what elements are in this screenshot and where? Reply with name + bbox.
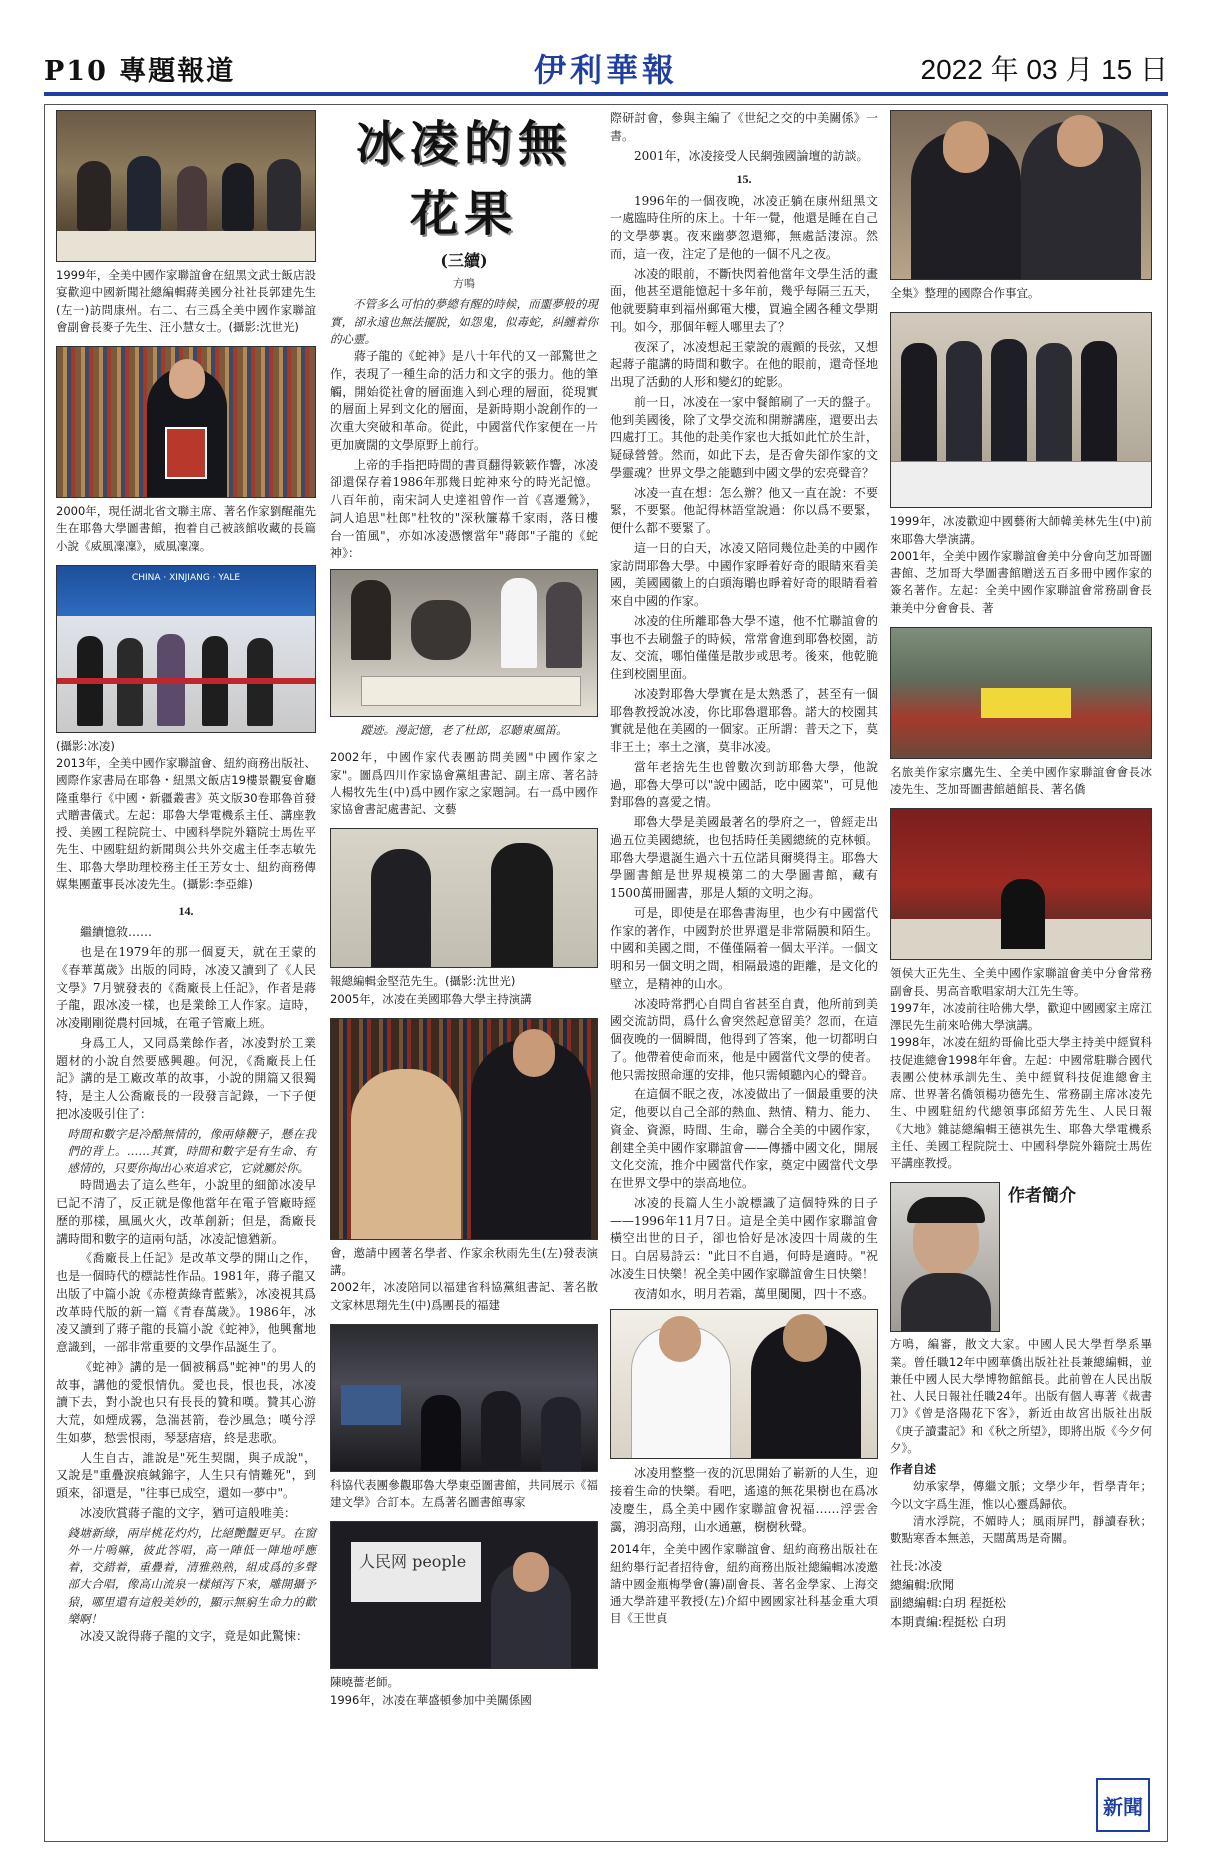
author-intro-heading: 作者簡介	[1008, 1186, 1076, 1207]
body-paragraph: 冰凌一直在想：怎么辦？他又一直在說：不要緊，不要緊。他記得林語堂說過：你以爲不要緊，便什么都不要緊了。	[610, 485, 878, 536]
news-logo-icon	[1096, 1778, 1150, 1832]
column-3	[610, 110, 878, 1638]
photo-book-ceremony: CHINA · XINJIANG · YALE	[56, 565, 316, 733]
body-paragraph: 2001年，冰凌接受人民網強國論壇的訪談。	[634, 148, 869, 163]
body-paragraph: 《蛇神》講的是一個被稱爲"蛇神"的男人的故事，講他的愛恨情仇。愛也長，恨也長，冰凌讀下去，對小說也只有長長的贊和嘆。贊其心游大荒，如煙成霧，急湍甚箭，卷沙風急；嘆兮浮生如夢，愁雲恨雨，琴瑟瘖瘖，終是悲歌。	[56, 1359, 316, 1445]
caption-photo-1: 1999年，全美中國作家聯誼會在紐黑文武士飯店設宴歡迎中國新聞社總編輯蔣美國分社社長郭建先生(左一)訪問康州。右二、右三爲全美中國作家聯誼會副會長麥子先生、汪小慧女士。(攝影:沈世光)	[56, 268, 316, 334]
body-paragraph: 在這個不眠之夜，冰凌做出了一個最重要的決定，他要以自己全部的熱血、熱情、精力、能力、資金、資源，時間、生命，聯合全美的中國作家，創建全美中國作家聯誼會——傳播中國文化，開展文化交流，推介中國當代作家，奠定中國當代文學在世界文學中的崇高地位。	[610, 1087, 878, 1191]
photo-washington-conference: 人民网 people	[330, 1521, 598, 1669]
body-paragraph: 身爲工人，又同爲業餘作者，冰凌對於工業題材的小說自然要感興趣。何況，《喬廠長上任記》講的是工廠改革的故事，小說的開篇又很獨特，是主人公喬廠長的一段發言記錄，一下子便把冰凌吸引住了：	[56, 1035, 316, 1121]
body-paragraph: 也是在1979年的那一個夏天，就在王蒙的《春華萬歲》出版的同時，冰凌又讀到了《人民文學》7月號發表的《喬廠長上任記》，作者是蔣子龍，跟冰凌一樣，也是業餘工人作家。這時，冰凌剛剛從農村回城，在電子管廠上班。	[56, 945, 316, 1031]
body-paragraph: 《喬廠長上任記》是改革文學的開山之作，也是一個時代的標誌性作品。1981年，蔣子龍又出版了中篇小說《赤橙黃綠青藍紫》，冰凌視其爲改革時代版的新一篇《青春萬歲》。1986年，冰凌又讀到了蔣子龍的長篇小說《蛇神》，他興奮地意識到，一部非常重要的文學作品誕生了。	[56, 1251, 316, 1355]
photo-yale-lecture	[330, 828, 598, 968]
poem-line: 蹤迹。漫記憶，老了杜郎，忍聽東風笛。	[360, 723, 568, 738]
photo-han-meilin	[890, 312, 1152, 508]
body-paragraph: 上帝的手指把時間的書頁翻得簌簌作響，冰凌卻還保存着1986年那幾日蛇神來兮的時光記憶。八百年前，南宋詞人史達祖曾作一首《喜遷鶯》，詞人追思"杜郎"杜牧的"深秋簾幕千家雨，落日樓台一笛風"，亦如冰凌憑懷當年"蔣郎"子龍的《蛇神》：	[330, 457, 598, 561]
caption-photo-11: 1999年，冰凌歡迎中國藝術大師韓美林先生(中)前來耶魯大學演講。 2001年，全美中國作家聯誼會美中分會向芝加哥圖書館、芝加哥大學圖書館贈送五百多冊中國作家的簽名著作。左起：全美中國作家聯誼會常務副會長兼美中分會會長、著	[890, 514, 1152, 615]
body-paragraph: 前一日，冰凌在一家中餐館刷了一天的盤子。他到美國後，除了文學交流和開辦講座，還要出去四處打工。其他的赴美作家也大抵如此忙於生計，疑碌營營。然而，如此下去，是否會失卻作家的文學靈魂？世界文學之能聽到中國文學的宏亮聲音？	[610, 394, 878, 480]
photo-library-author	[56, 346, 316, 498]
author-self-heading: 作者自述	[890, 1462, 936, 1476]
quote-block: 錢塘新綠，兩岸桃花灼灼，比絕艷豔更早。在窗外一片鳴嘛，彼此答唱，高一陣低一陣地呼應着，交錯着，重疊着，清雅熟熟，組成爲的多聲部大合唱，像高山流泉一樣傾泻下來，雕開攝予猿，哪里還有這般美妙的，顯示無窮生命力的歡樂啊！	[67, 1525, 316, 1626]
body-paragraph: 際研討會，參與主編了《世紀之交的中美關係》一書。	[610, 111, 878, 143]
caption-photo-7: 科協代表團參觀耶魯大學東亞圖書館，共同展示《福建文學》合訂本。左爲著名圖書館專家	[330, 1477, 598, 1510]
author-self-text: 幼承家學，傳繼文脈；文學少年，哲學青年；今以文字爲生涯，惟以心靈爲歸依。	[890, 1479, 1152, 1511]
author-self-text-2: 清水浮院，不媚時人；風雨屏門，靜讀春秋；數點寒香本無恙，天闊萬馬是奇關。	[890, 1513, 1152, 1545]
body-paragraph: 冰凌欣賞蔣子龍的文字，猶可這般唯美：	[80, 1505, 297, 1520]
caption-photo-10: 全集》整理的國際合作事宜。	[890, 286, 1040, 300]
photo-bingling-portrait	[890, 110, 1152, 280]
photo-yu-qiuyu	[330, 1018, 598, 1240]
body-paragraph: 人生自古，誰說是"死生契闊，與子成說"，又說是"重疊淚痕緘錦字，人生只有情難死"，到頭來，卻還是，"往事已成空，還如一夢中"。	[56, 1450, 316, 1501]
photo-calligraphy	[330, 569, 598, 717]
intro-text: 不管多么可怕的夢總有醒的時候，而噩夢般的現實，卻永遠也無法擺脫，如怨鬼，似毒蛇，糾纏着你的心靈。	[330, 297, 598, 346]
body-paragraph: 冰凌用整整一夜的沉思開始了嶄新的人生，迎接着生命的快樂。看吧，遙遠的無花果樹也在爲冰凌慶生，爲全美中國作家聯誼會祝福……浮雲舍靄，鴻羽高翔，山水通蕙，樹樹秋聲。	[610, 1466, 878, 1534]
body-paragraph: 冰凌的住所離耶魯大學不遠，他不忙聯誼會的事也不去刷盤子的時候，常常會進到耶魯校園，訪友、交流，哪怕僅僅是散步或思考。後來，他乾脆住到校園里面。	[610, 613, 878, 682]
caption-photo-13: 領侯大正先生、全美中國作家聯誼會美中分會常務副會長、男高音歌唱家胡大江先生等。 1997年，冰凌前往哈佛大學，歡迎中國國家主席江澤民先生前來哈佛大學演講。 1998年，冰凌在紐約哥倫比亞大學主持美中經貿科技促進總會1998年年會。左起：中國常駐聯合國代表團公使林承訓先生、美中經貿科技促進總會主席、世界著名僑領楊功德先生、常務副主席冰凌先生、中國駐紐約代總領事邱紹芳先生、人民日報《大地》雜誌總編輯王德祺先生、耶魯大學電機系主任、美國工程院院士、中國科學院外籍院士馬佐平講座教授。	[890, 966, 1152, 1170]
body-paragraph: 耶魯大學是美國最著名的學府之一，曾經走出過五位美國總統，也包括時任美國總統的克林頓。耶魯大學還誕生過六十五位諾貝爾獎得主。耶魯大學圖書館是世界規模第二的大學圖書館，藏有1500萬冊圖書，那是人類的文明之海。	[610, 815, 878, 901]
column-4	[890, 110, 1152, 1632]
column-2	[330, 110, 598, 1719]
section-number-15: 15.	[736, 172, 752, 187]
caption-photo-6: 會，邀請中國著名學者、作家余秋雨先生(左)發表演講。 2002年，冰凌陪同以福建省科協黨組書記、著名散文家林思翔先生(中)爲團長的福建	[330, 1245, 598, 1312]
staff-chief-editor: 總編輯:欣聞	[890, 1577, 955, 1592]
body-paragraph: 冰凌對耶魯大學實在是太熟悉了，甚至有一個耶魯教授說冰凌，你比耶魯還耶魯。諾大的校園其實就是他在美國的一個家。正所謂：普天之下，莫非王土；率土之濱，莫非冰凌。	[610, 686, 878, 755]
article-title-block	[330, 110, 598, 272]
photo-harvard-crowd	[890, 627, 1152, 759]
caption-photo-5: 報總編輯金堅范先生。(攝影:沈世光) 2005年，冰凌在美國耶魯大學主持演講	[330, 974, 532, 1006]
photo-fujian-delegation	[330, 1324, 598, 1472]
caption-photo-9: 2014年，全美中國作家聯誼會、紐約商務出版社在紐約舉行記者招待會，紐約商務出版社總編輯冰凌邀請中國金瓶梅學會(籌)副會長、著名金學家、上海交通大學許建平教授(左)介紹中國國家社科基金重大項目《王世貞	[610, 1542, 878, 1626]
photo-trade-conference	[890, 808, 1152, 960]
column-1	[56, 110, 316, 1648]
photo-banquet	[56, 110, 316, 262]
staff-president: 社長:冰凌	[890, 1559, 943, 1574]
body-paragraph: 1996年的一個夜晚，冰凌正躺在康州紐黑文一處臨時住所的床上。十年一覺，他還是睡在自己的文學夢裏。夜來幽夢忽還鄉，無處話淒涼。然而，這一夜，注定了是他的一個不凡之夜。	[610, 193, 878, 261]
quote-block: 時間和數字是冷酷無情的，像兩條鞭子，懸在我們的背上。……其實，時間和數字是有生命、有感情的，只要你掏出心來追求它，它就屬於你。	[67, 1126, 316, 1176]
body-paragraph: 夜清如水，明月若霜，萬里闃闃，四十不惑。	[634, 1286, 875, 1301]
article-subtitle: (三續)	[440, 251, 488, 271]
author-profile	[890, 1182, 1152, 1332]
section-number-14: 14.	[178, 904, 194, 918]
body-paragraph: 當年老捨先生也曾數次到訪耶魯大學，他說過，耶魯大學可以"說中國話，吃中國菜"，可見他對耶魯的喜愛之情。	[610, 759, 878, 810]
article-title: 冰凌的無花果	[355, 116, 572, 242]
photo-handshake	[610, 1309, 878, 1459]
news-logo-text: 新聞	[1103, 1794, 1143, 1819]
body-paragraph: 繼續憶敘……	[80, 925, 153, 940]
body-paragraph: 夜深了，冰凌想起王蒙說的震顫的長弦，又想起蔣子龍講的時間和數字。在他的眼前，還奇怪地出現了活動的人形和變幻的蛇影。	[610, 339, 878, 390]
body-paragraph: 蔣子龍的《蛇神》是八十年代的又一部驚世之作，表現了一種生命的活力和文字的張力。他的筆觸，開始從社會的層面進入到心理的層面，從現實的層面上昇到文化的層面，是新時期小說創作的一次重大突破和革命。從此，中國當代作家便在一片更加廣闊的文學原野上前行。	[330, 349, 598, 452]
body-paragraph: 冰凌又說得蔣子龍的文字，竟是如此驚悚：	[80, 1629, 309, 1644]
caption-photo-2: 2000年，現任湖北省文聯主席、著名作家劉醒龍先生在耶魯大學圖書館，抱着自己被該館收藏的長篇小說《威風凜凜》，威風凜凜。	[56, 504, 316, 553]
author-intro-text: 方鳴，編審，散文大家。中國人民大學哲學系畢業。曾任職12年中國華僑出版社社長兼總編輯，並兼任中國人民大學博物館館長。此前曾在人民出版社、人民日報社任職24年。出版有個人專著《裁書刀》《曾是洛陽花下客》，新近由故宮出版社出版《庚子讀畫記》和《秋之所望》，即將出版《今夕何夕》。	[890, 1337, 1152, 1455]
body-paragraph: 這一日的白天，冰凌又陪同幾位赴美的中國作家訪問耶魯大學。中國作家睜着好奇的眼睛來看美國，美國國徽上的白頭海鵰也睜着好奇的眼睛看着來自中國的作家。	[610, 540, 878, 609]
caption-photo-3: (攝影:冰凌) 2013年，全美中國作家聯誼會、紐約商務出版社、國際作家書局在耶魯・紐黑文飯店19樓景觀宴會廳隆重舉行《中國・新疆叢書》英文版30卷耶魯首發式贈書儀式。左起：耶魯大學電機系主任、講座教授、美國工程院院士、中國科學院外籍院士馬佐平先生、中國駐紐約新聞與公共外交處主任李志敏先生、耶魯大學助理校務主任王芳女士、紐約商務傳媒集團董事長冰凌先生。(攝影:李亞維)	[56, 738, 316, 891]
body-paragraph: 冰凌的長篇人生小說標識了這個特殊的日子——1996年11月7日。這是全美中國作家聯誼會橫空出世的日子，卻也恰好是冰凌四十周歲的生日。白居易詩云："此日不自過，何時是適時。"祝冰凌生日快樂！祝全美中國作家聯誼會生日快樂！	[610, 1195, 878, 1281]
body-paragraph: 可是，即使是在耶魯書海里，也少有中國當代作家的著作，中國對於世界還是非常隔膜和陌生。中國和美國之間，不僅僅隔着一個太平洋。一個文明和另一個文明之間，相隔最遠的距離，是文化的壁立，是精神的山水。	[610, 905, 878, 991]
masthead	[44, 44, 1168, 96]
caption-photo-8: 陳曉薔老師。 1996年，冰凌在華盛頓參加中美關係國	[330, 1675, 532, 1707]
staff-issue-editors: 本期責編:程挺松 白玥	[890, 1615, 1006, 1630]
body-paragraph: 時間過去了這么些年，小說里的細節冰凌早已記不清了，反正就是像他當年在電子管廠時經歷的那樣，風風火火，改革創新；但是，喬廠長講時間和數字的這兩句話，冰凌記憶猶新。	[56, 1178, 316, 1246]
caption-photo-4: 2002年，中國作家代表團訪問美國"中國作家之家"。圖爲四川作家協會黨組書記、副主席、著名詩人楊牧先生(中)爲中國作家之家題詞。右一爲中國作家協會書記處書記、文藝	[330, 750, 598, 817]
caption-photo-12: 名旅美作家宗鷹先生、全美中國作家聯誼會會長冰凌先生、芝加哥圖書館趙館長、著名僑	[890, 764, 1152, 796]
staff-box	[890, 1557, 1152, 1631]
section-label: P10 專題報道	[44, 55, 236, 87]
issue-date: 2022 年 03 月 15 日	[920, 54, 1169, 85]
newspaper-name: 伊利華報	[534, 51, 679, 89]
article-author: 方鳴	[453, 277, 475, 291]
body-paragraph: 冰凌的眼前，不斷快閃着他當年文學生活的畫面，他甚至還能憶起十多年前，幾乎每隔三五天，他就要騎車到福州郵電大樓，買遍全國各種文學期刊。如今，那個年輕人哪里去了？	[610, 266, 878, 334]
photo-author-fang-ming	[890, 1182, 1000, 1332]
staff-deputy-editors: 副總編輯:白玥 程挺松	[890, 1596, 1006, 1611]
body-paragraph: 冰凌時常捫心自問自省甚至自責，他所前到美國交流訪問，爲什么會突然起意留美？忽而，在這個夜晚的一個瞬間，他得到了答案，他一切都明白了。他帶着使命而來，他是中國當代文學的使者。他只需按照命運的安排，他只需傾聽內心的聲音。	[610, 996, 878, 1082]
